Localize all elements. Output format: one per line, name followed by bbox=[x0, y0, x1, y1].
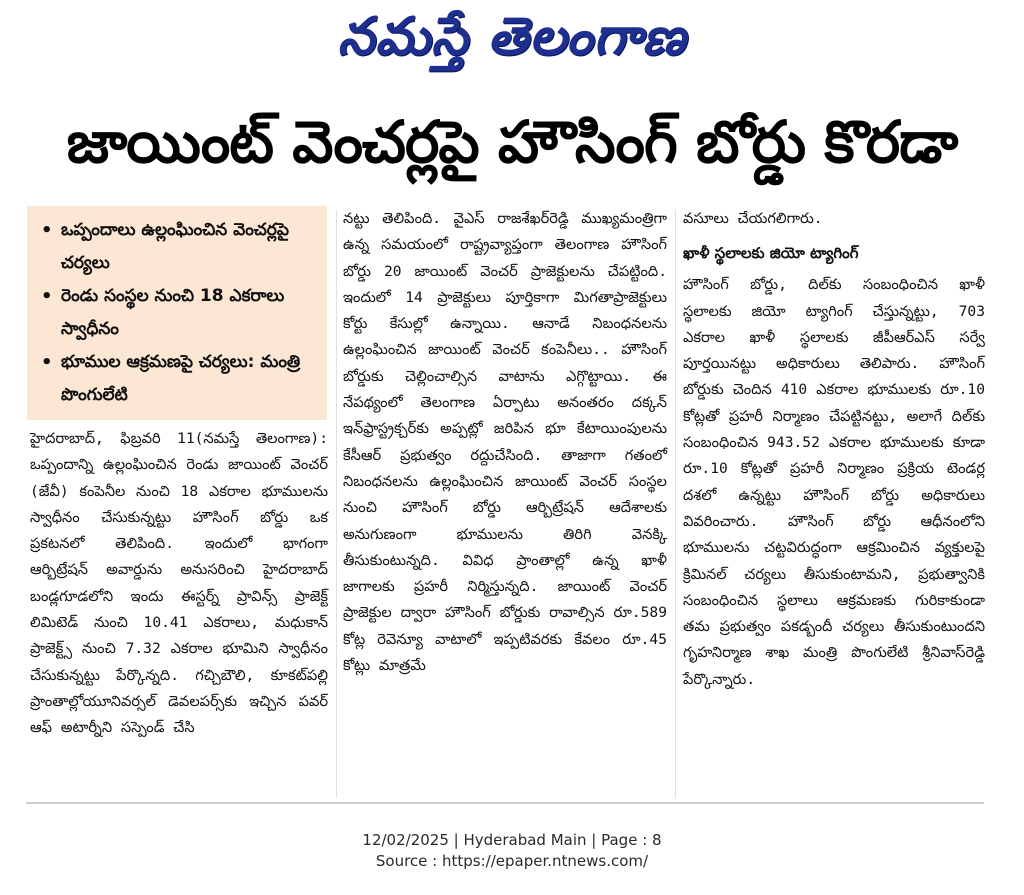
section-subheading: ఖాళీ స్థలాలకు జియో ట్యాగింగ్ bbox=[683, 244, 859, 263]
bottom-divider bbox=[26, 802, 984, 804]
page-footer bbox=[0, 830, 1024, 872]
highlight-item bbox=[41, 280, 317, 346]
highlights-box bbox=[27, 206, 327, 420]
column-1-text: హైదరాబాద్, ఫిబ్రవరి 11(నమస్తే తెలంగాణ): ఒప్పందాన్ని ఉల్లంఘించిన రెండు జాయింట్ వెంచర్ (జేవీ) కంపెనీల నుంచి 18 ఎకరాల భూములను స్వాధీనం చేసుకున్నట్టు హౌసింగ్ బోర్డు ఒక ప్రకటనలో తెలిపింది. ఇందులో భాగంగా ఆర్బిట్రేషన్ అవార్డును అనుసరించి హైదరాబాద్ బండ్లగూడలోని ఇందు ఈస్టర్న్ ప్రావిన్స్ ప్రాజెక్ట్ లిమిటెడ్ నుంచి 10.41 ఎకరాలు, మధుకాన్ ప్రాజెక్ట్స్ నుంచి 7.32 ఎకరాల భూమిని స్వాధీనం చేసుకున్నట్టు పేర్కొన్నది. గచ్చిబౌలి, కూకట్‌పల్లి ప్రాంతాల్లోయూనివర్సల్ డెవలపర్స్‌కు ఇచ్చిన పవర్ ఆఫ్ అటార్నీని సస్పెండ్ చేసి bbox=[30, 430, 328, 737]
highlight-item bbox=[41, 346, 317, 412]
bullet-icon: • bbox=[41, 286, 53, 307]
column-divider bbox=[336, 210, 337, 798]
column-divider bbox=[675, 210, 676, 798]
highlight-text: ఒప్పందాలు ఉల్లంఘించిన వెంచర్లపై చర్యలు bbox=[61, 220, 289, 273]
footer-source-link[interactable]: Source : https://epaper.ntnews.com/ bbox=[375, 852, 649, 870]
highlight-text: భూముల ఆక్రమణపై చర్యలు: మంత్రి పొంగులేటి bbox=[61, 352, 301, 405]
column-2-text: నట్టు తెలిపింది. వైఎస్ రాజశేఖర్‌రెడ్డి ముఖ్యమంత్రిగా ఉన్న సమయంలో రాష్ట్రవ్యాప్తంగా తెలంగాణ హౌసింగ్ బోర్డు 20 జాయింట్ వెంచర్ ప్రాజెక్టులను చేపట్టింది. ఇందులో 14 ప్రాజెక్టులు పూర్తికాగా మిగతాప్రాజెక్టులు కోర్టు కేసుల్లో ఉన్నాయి. ఆనాడే నిబంధనలను ఉల్లంఘించిన జాయింట్ వెంచర్ కంపెనీలు.. హౌసింగ్ బోర్డుకు చెల్లించాల్సిన వాటాను ఎగ్గొట్టాయి. ఈ నేపథ్యంలో తెలంగాణ ఏర్పాటు అనంతరం దక్కన్ ఇన్‌ఫ్రాస్ట్రక్చర్‌కు అప్పట్లో జరిపిన భూ కేటాయింపులను కేసీఆర్ ప్రభుత్వం రద్దుచేసింది. తాజాగా గతంలో నిబంధనలను ఉల్లంఘించిన జాయింట్ వెంచర్ సంస్థల నుంచి హౌసింగ్ బోర్డు ఆర్బిట్రేషన్ ఆదేశాలకు అనుగుణంగా భూములను తిరిగి వెనక్కి తీసుకుంటున్నది. వివిధ ప్రాంతాల్లో ఉన్న ఖాళీ జాగాలకు ప్రహరీ నిర్మిస్తున్నది. జాయింట్ వెంచర్ ప్రాజెక్టుల ద్వారా హౌసింగ్ బోర్డుకు రావాల్సిన రూ.589 కోట్ల రెవెన్యూ వాటాలో ఇప్పటివరకు కేవలం రూ.45 కోట్లు మాత్రమే bbox=[343, 210, 667, 675]
highlight-item bbox=[41, 214, 317, 280]
newspaper-masthead bbox=[0, 4, 1024, 82]
masthead-title: నమస్తే తెలంగాణ bbox=[337, 6, 687, 67]
bullet-icon: • bbox=[41, 220, 53, 241]
footer-edition-info: 12/02/2025 | Hyderabad Main | Page : 8 bbox=[362, 831, 662, 849]
article-column-3 bbox=[683, 206, 985, 693]
bullet-icon: • bbox=[41, 352, 53, 373]
column-3-top-text: వసూలు చేయగలిగారు. bbox=[683, 210, 823, 227]
highlight-text: రెండు సంస్థల నుంచి 18 ఎకరాలు స్వాధీనం bbox=[61, 286, 285, 339]
column-3-text: హౌసింగ్ బోర్డు, దిల్‌కు సంబంధించిన ఖాళీ స్థలాలకు జియో ట్యాగింగ్ చేస్తున్నట్టు, 703 ఎకరాల ఖాళీ స్థలాలకు జీపీఆర్ఎస్ సర్వే పూర్తయినట్టు అధికారులు తెలిపారు. హౌసింగ్ బోర్డుకు చెందిన 410 ఎకరాల భూములకు రూ.10 కోట్లతో ప్రహరీ నిర్మాణం చేపట్టినట్టు, అలాగే దిల్‌కు సంబంధించిన 943.52 ఎకరాల భూములకు కూడా రూ.10 కోట్లతో ప్రహరీ నిర్మాణం ప్రక్రియ టెండర్ల దశలో ఉన్నట్టు హౌసింగ్ బోర్డు అధికారులు వివరించారు. హౌసింగ్ బోర్డు ఆధీనంలోని భూములను చట్టవిరుద్ధంగా ఆక్రమించిన వ్యక్తులపై క్రిమినల్ చర్యలు తీసుకుంటామని, ప్రభుత్వానికి సంబంధించిన స్థలాలు ఆక్రమణకు గురికాకుండా తమ ప్రభుత్వం పకడ్బందీ చర్యలు తీసుకుంటుందని గృహనిర్మాణ శాఖ మంత్రి పొంగులేటి శ్రీనివాస్‌రెడ్డి పేర్కొన్నారు. bbox=[683, 276, 985, 688]
article-headline: జాయింట్ వెంచర్లపై హౌసింగ్ బోర్డు కొరడా bbox=[66, 108, 958, 176]
article-column-2 bbox=[343, 206, 667, 679]
article-column-1 bbox=[30, 426, 328, 742]
